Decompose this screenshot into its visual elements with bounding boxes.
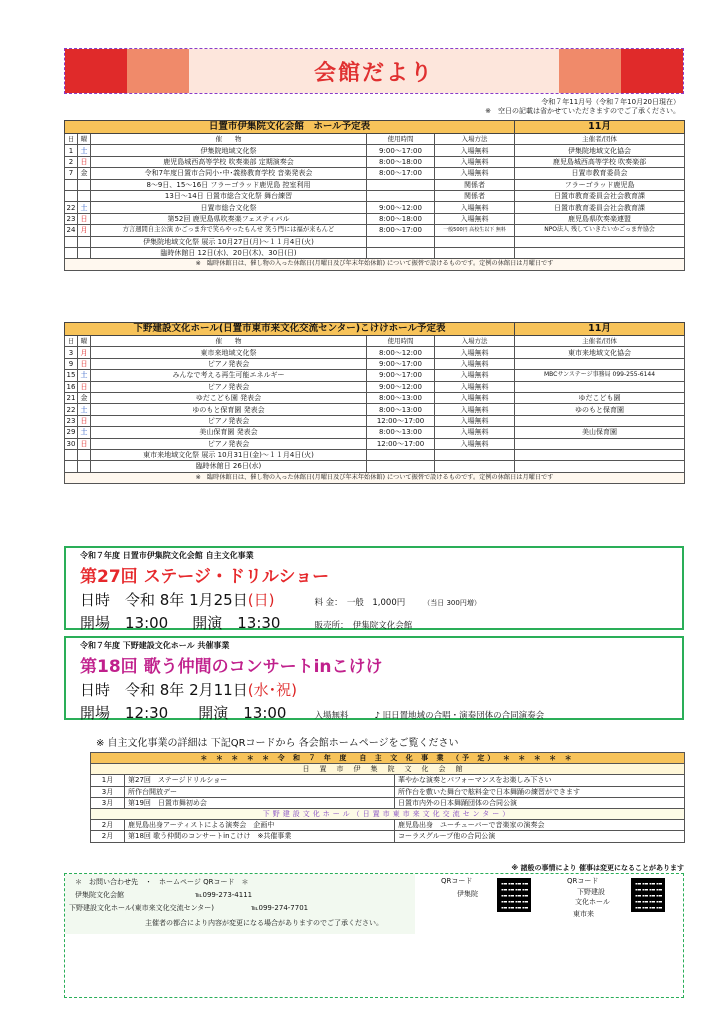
contact-tel2: ℡099-274-7701 [251,904,309,912]
schedule-row [65,190,685,201]
row-admission: 入場無料 [435,381,515,392]
issue-note: ※ 空日の記載は省かせていただきますのでご了承ください。 [485,107,680,115]
row-day [65,179,78,190]
row-day: 24 [65,225,78,236]
issue-date: 令和７年11月号（令和７年10月20日現在） [541,98,680,106]
row-event: 臨時休館日 12日(水)、20日(木)、30日(日) [91,247,367,258]
qr-code-kokeke[interactable] [631,878,665,912]
row-weekday: 月 [78,225,91,236]
row-day: 23 [65,415,78,426]
row-weekday: 金 [78,168,91,179]
row-time: 9:00〜12:00 [367,202,435,213]
row-day: 30 [65,438,78,449]
qr2-name3: 東市来 [573,910,594,918]
row-event: 令和7年度日置市合同小･中･義務教育学校 音楽発表会 [91,168,367,179]
row-day: 23 [65,213,78,224]
contact-header: ＊ お問い合わせ先 ・ ホームページ QRコード ＊ [75,878,249,886]
row-event: 方言週間自主公演 かごっま弁で笑らやったもんせ 笑う門には福が来もんど [91,225,367,236]
row-admission: 入場無料 [435,347,515,358]
row-admission: 関係者 [435,179,515,190]
schedule-row [65,145,685,156]
row-organizer: 日置市教育委員会社会教育課 [515,190,685,201]
row-time: 9:00〜17:00 [367,370,435,381]
contact-tel1: ℡099-273-4111 [195,891,253,899]
row-event: 第52回 鹿児島県吹奏楽フェスティバル [91,213,367,224]
row-admission: 一般500円 高校生以下 無料 [435,225,515,236]
row-weekday [78,461,91,472]
plan-desc: 日置市内外の日本舞踊団体の合同公演 [395,797,685,808]
row-weekday: 日 [78,438,91,449]
column-header: 入場方法 [435,336,515,347]
qr-code-ijuin[interactable] [497,878,531,912]
row-weekday: 日 [78,358,91,369]
schedule-row [65,427,685,438]
schedule-title-row [65,121,685,134]
row-admission: 入場無料 [435,168,515,179]
row-organizer [515,438,685,449]
schedule-row [65,179,685,190]
event-box-drill-show [64,546,684,630]
schedule-row [65,213,685,224]
schedule-row [65,404,685,415]
row-time: 8:00〜18:00 [367,213,435,224]
qr2-name2: 文化ホール [575,898,610,906]
event-day: (水･祝) [247,681,297,699]
row-organizer: NPO法人 残していきたいかごっま弁協会 [515,225,685,236]
row-time: 9:00〜17:00 [367,358,435,369]
schedule-row [65,347,685,358]
schedule-row [65,438,685,449]
row-event: ピアノ発表会 [91,358,367,369]
event-header: 令和７年度 日置市伊集院文化会館 自主文化事業 [80,551,254,560]
row-organizer [515,415,685,426]
row-day: 9 [65,358,78,369]
schedule-row [65,202,685,213]
event-open: 開場 12:30 [80,704,169,722]
row-weekday: 土 [78,370,91,381]
qr2-label: QRコード [567,877,599,885]
plan-event: 第19回 日置市舞初め会 [125,797,395,808]
row-event: ピアノ発表会 [91,438,367,449]
schedule-row [65,156,685,167]
row-day: 22 [65,202,78,213]
row-event: ピアノ発表会 [91,415,367,426]
schedule-row [65,381,685,392]
row-time: 8:00〜13:00 [367,427,435,438]
column-header: 使用時間 [367,134,435,145]
row-weekday [78,449,91,460]
plan-header: ＊ ＊ ＊ ＊ ＊ 令 和 ７ 年 度 自 主 文 化 事 業 （予 定） ＊ ＊ ＊ ＊ ＊ [91,753,685,764]
schedule-row [65,415,685,426]
schedule-row [65,236,685,247]
contact-org1: 伊集院文化会館 [75,891,124,899]
page-title: 会館だより [313,60,434,86]
row-weekday [78,236,91,247]
contact-box [64,873,684,998]
event-start: 開演 13:00 [198,704,287,722]
schedule-note-row [65,472,685,483]
plan-event: 鹿児島出身アーティストによる演奏会 企画中 [125,820,395,831]
row-weekday: 日 [78,381,91,392]
row-event: 臨時休館日 26日(水) [91,461,367,472]
row-day: 3 [65,347,78,358]
row-event: 美山保育園 発表会 [91,427,367,438]
row-weekday [78,247,91,258]
schedule-title: 下野建設文化ホール(日置市東市来文化交流センター)こけけホール予定表 [65,323,515,336]
row-day: 16 [65,381,78,392]
column-header: 催 物 [91,336,367,347]
row-organizer: 美山保育園 [515,427,685,438]
schedule-row [65,168,685,179]
row-weekday: 日 [78,156,91,167]
event-header: 令和７年度 下野建設文化ホール 共催事業 [80,641,230,650]
schedule-row [65,449,685,460]
qr-note: ※ 自主文化事業の詳細は 下記QRコードから 各会館ホームページをご覧ください [96,738,459,749]
plan-month: 3月 [91,797,125,808]
row-time [367,179,435,190]
banner-stripe [621,49,683,93]
qr1-label: QRコード [441,877,473,885]
row-day [65,236,78,247]
event-title: 第18回 歌う仲間のコンサートinこけけ [80,657,383,677]
event-admission: 入場無料 [314,711,349,721]
plan-row [91,797,685,808]
schedule-note-row [65,259,685,270]
column-header: 催 物 [91,134,367,145]
row-organizer: MBCサンステージ事務局 099-255-6144 [515,370,685,381]
row-event: ゆだこども園 発表会 [91,392,367,403]
row-time [367,190,435,201]
row-time [367,247,435,258]
row-day: 29 [65,427,78,438]
row-weekday: 土 [78,202,91,213]
plan-event: 第27回 ステージドリルショー [125,775,395,786]
row-time: 8:00〜18:00 [367,156,435,167]
contact-footer: 主催者の都合により内容が変更になる場合がありますのでご了承ください。 [145,919,383,927]
plan-month: 2月 [91,831,125,842]
schedule-header-row [65,134,685,145]
event-date-row [80,679,668,700]
event-title: 第27回 ステージ・ドリルショー [80,567,330,587]
column-header: 曜 [78,336,91,347]
row-time: 8:00〜13:00 [367,404,435,415]
row-organizer [515,236,685,247]
schedule-note: ※ 臨時休館日は、催し物の入った休館日(月曜日及び年末年始休館) について振替で設けるものです。定例の休館日は月曜日です [65,259,685,270]
schedule-title: 日置市伊集院文化会館 ホール予定表 [65,121,515,134]
schedule-row [65,370,685,381]
event-date-row [80,589,668,610]
event-date: 日時 令和 8年 2月11日 [80,681,248,699]
row-event: 鹿児島城西高等学校 吹奏楽部 定期演奏会 [91,156,367,167]
row-weekday [78,190,91,201]
row-admission: 入場無料 [435,438,515,449]
row-admission: 入場無料 [435,145,515,156]
column-header: 曜 [78,134,91,145]
row-admission: 入場無料 [435,202,515,213]
row-day: 22 [65,404,78,415]
event-open: 開場 13:00 [80,614,169,632]
schedule-month: 11月 [515,121,685,134]
event-start: 開演 13:30 [192,614,281,632]
title-banner [64,48,684,94]
schedule-table-kokeke [64,322,685,484]
row-organizer: 東市来地域文化協会 [515,347,685,358]
row-time: 12:00〜17:00 [367,438,435,449]
row-time: 8:00〜13:00 [367,392,435,403]
row-organizer: 日置市教育委員会 [515,168,685,179]
row-event: 伊集院地域文化祭 展示 10月27日(月)〜１１月4日(火) [91,236,367,247]
schedule-title-row [65,323,685,336]
row-organizer: ゆだこども園 [515,392,685,403]
row-day: 15 [65,370,78,381]
row-weekday: 日 [78,415,91,426]
schedule-note: ※ 臨時休館日は、催し物の入った休館日(月曜日及び年末年始休館) について振替で設けるものです。定例の休館日は月曜日です [65,472,685,483]
row-day: 2 [65,156,78,167]
row-admission: 入場無料 [435,156,515,167]
plan-event: 所作台開放デー [125,786,395,797]
plan-desc: コーラスグループ他の合同公演 [395,831,685,842]
row-organizer [515,358,685,369]
row-time: 8:00〜17:00 [367,168,435,179]
row-event: ピアノ発表会 [91,381,367,392]
row-organizer: 鹿児島県吹奏楽連盟 [515,213,685,224]
row-organizer [515,247,685,258]
plan-section-kokeke: 下野建設文化ホール（日置市東市来文化交流センター） [91,808,685,819]
row-weekday [78,179,91,190]
row-time: 9:00〜17:00 [367,145,435,156]
plan-row [91,786,685,797]
row-time [367,449,435,460]
row-event: 東市来地域文化祭 [91,347,367,358]
schedule-table-ijuin [64,120,685,271]
column-header: 日 [65,336,78,347]
column-header: 使用時間 [367,336,435,347]
row-admission: 入場無料 [435,392,515,403]
row-organizer [515,449,685,460]
row-weekday: 金 [78,392,91,403]
schedule-row [65,225,685,236]
column-header: 入場方法 [435,134,515,145]
row-admission [435,449,515,460]
schedule-row [65,247,685,258]
plan-month: 3月 [91,786,125,797]
plan-month: 1月 [91,775,125,786]
row-day [65,449,78,460]
row-time: 8:00〜17:00 [367,225,435,236]
schedule-month: 11月 [515,323,685,336]
row-day: 7 [65,168,78,179]
event-time-row [80,702,668,723]
row-day: 1 [65,145,78,156]
row-weekday: 月 [78,347,91,358]
row-admission: 入場無料 [435,370,515,381]
event-price: 料 金： 一般 1,000円 [314,598,406,608]
banner-center [189,49,559,93]
row-admission: 入場無料 [435,427,515,438]
plan-desc: 華やかな演奏とパフォーマンスをお楽しみ下さい [395,775,685,786]
row-event: 13日〜14日 日置市総合文化祭 舞台練習 [91,190,367,201]
row-day [65,190,78,201]
plan-month: 2月 [91,820,125,831]
qr1-name: 伊集院 [457,890,478,898]
row-time: 9:00〜12:00 [367,381,435,392]
row-event: 日置市総合文化祭 [91,202,367,213]
contact-org2: 下野建設文化ホール(東市来文化交流センター) [69,904,215,912]
event-box-concert [64,636,684,720]
row-time: 12:00〜17:00 [367,415,435,426]
row-day [65,247,78,258]
event-sale: 販売所： 伊集院文化会館 [314,621,413,631]
event-day: (日) [247,591,275,609]
event-date: 日時 令和 8年 1月25日 [80,591,248,609]
event-price-note: （当日 300円増） [423,599,481,607]
row-organizer [515,381,685,392]
event-desc: ♪ 旧日置地域の合唱・演奏団体の合同演奏会 [374,711,545,721]
plan-row [91,775,685,786]
row-organizer [515,461,685,472]
row-admission: 入場無料 [435,404,515,415]
plan-note: ※ 諸般の事情により 催事は変更になることがあります [511,864,684,872]
row-weekday: 土 [78,404,91,415]
schedule-header-row [65,336,685,347]
row-weekday: 土 [78,427,91,438]
row-admission [435,247,515,258]
issue-info [485,98,680,116]
row-time [367,461,435,472]
row-event: みんなで考える再生可能エネルギー [91,370,367,381]
row-event: 伊集院地域文化祭 [91,145,367,156]
row-admission: 入場無料 [435,415,515,426]
row-time [367,236,435,247]
row-day [65,461,78,472]
row-weekday: 日 [78,213,91,224]
banner-stripe [559,49,621,93]
event-time-row [80,612,668,633]
row-day: 21 [65,392,78,403]
column-header: 主催者/団体 [515,336,685,347]
qr2-name1: 下野建設 [577,888,605,896]
plan-desc: 所作台を敷いた舞台で舷料金で日本舞踊の練習ができます [395,786,685,797]
plan-row [91,831,685,842]
plan-desc: 鹿児島出身 ユーチューバーで音楽家の演奏会 [395,820,685,831]
row-admission: 関係者 [435,190,515,201]
row-time: 8:00〜12:00 [367,347,435,358]
plan-row [91,820,685,831]
row-admission [435,236,515,247]
plan-section-ijuin: 日置市伊集院文化会館 [91,764,685,775]
row-weekday: 土 [78,145,91,156]
row-admission [435,461,515,472]
row-event: 東市来地域文化祭 展示 10月31日(金)〜１１月4日(火) [91,449,367,460]
schedule-row [65,358,685,369]
row-organizer: 伊集院地域文化協会 [515,145,685,156]
schedule-row [65,461,685,472]
row-organizer: 日置市教育委員会社会教育課 [515,202,685,213]
row-event: 8〜9日、15〜16日 フラーゴラッド鹿児島 控室利用 [91,179,367,190]
column-header: 日 [65,134,78,145]
banner-stripe [127,49,189,93]
row-organizer: 鹿児島城西高等学校 吹奏楽部 [515,156,685,167]
row-event: ゆのもと保育園 発表会 [91,404,367,415]
row-admission: 入場無料 [435,213,515,224]
row-organizer: ゆのもと保育園 [515,404,685,415]
row-organizer: フラーゴラッド鹿児島 [515,179,685,190]
row-admission: 入場無料 [435,358,515,369]
schedule-row [65,392,685,403]
annual-plan-table [90,752,685,843]
banner-stripe [65,49,127,93]
column-header: 主催者/団体 [515,134,685,145]
plan-event: 第18回 歌う仲間のコンサートinこけけ ※共催事業 [125,831,395,842]
